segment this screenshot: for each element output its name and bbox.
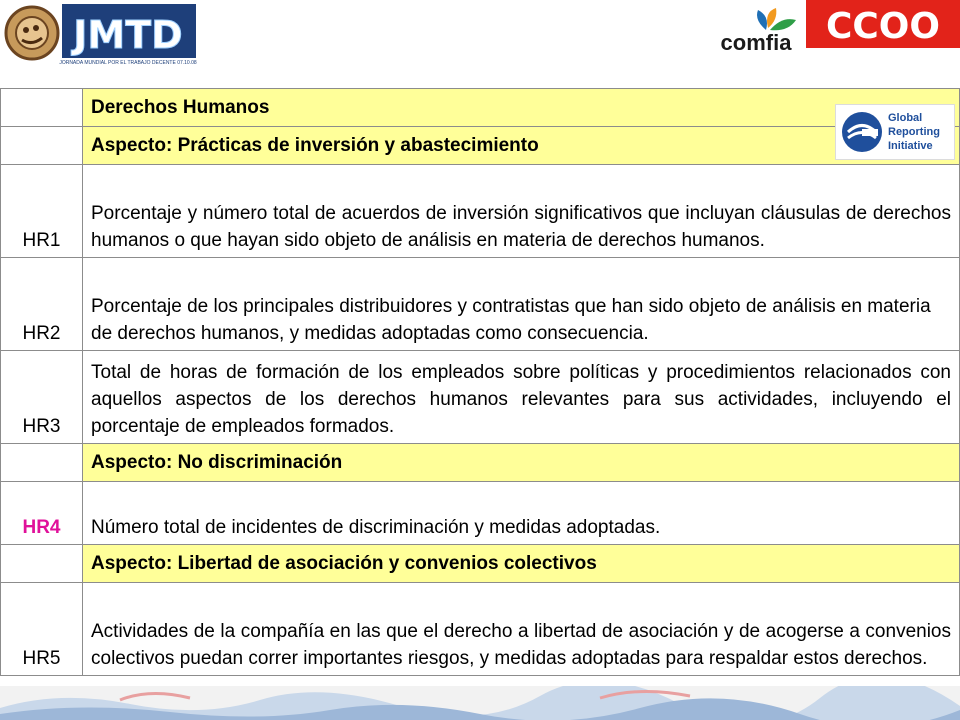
indicator-description: Total de horas de formación de los empleados sobre políticas y procedimientos relacionados con aquellos aspectos de los derechos humanos relevantes para sus actividades, incluyendo el porcentaje de empleados formados. xyxy=(83,351,960,444)
header xyxy=(0,0,960,88)
comfia-leaf-icon xyxy=(757,8,796,30)
table-title-row xyxy=(1,89,960,127)
jmtd-emblem-icon xyxy=(6,7,58,59)
gri-line-3: Initiative xyxy=(888,140,933,152)
indicator-code: HR1 xyxy=(1,165,83,258)
section-row xyxy=(1,545,960,583)
section-code-cell xyxy=(1,545,83,583)
indicator-description: Número total de incidentes de discriminación y medidas adoptadas. xyxy=(83,482,960,545)
jmtd-logo-subtitle: JORNADA MUNDIAL POR EL TRABAJO DECENTE 07.10.08 xyxy=(59,60,197,66)
table-row xyxy=(1,351,960,444)
gri-indicator-table xyxy=(0,88,960,676)
table-title: Derechos Humanos xyxy=(83,89,960,127)
gri-globe-icon xyxy=(842,112,882,152)
table-row xyxy=(1,482,960,545)
table-title-code-cell xyxy=(1,89,83,127)
indicator-description: Actividades de la compañía en las que el derecho a libertad de asociación y de acogerse a convenios colectivos puedan correr importantes riesgos, y medidas adoptadas para respaldar estos derechos. xyxy=(83,583,960,676)
ccoo-logo xyxy=(806,0,960,48)
decorative-footer-band xyxy=(0,686,960,720)
indicator-description: Porcentaje de los principales distribuidores y contratistas que han sido objeto de análisis en materia de derechos humanos, y medidas adoptadas como consecuencia. xyxy=(83,258,960,351)
section-title: Aspecto: Libertad de asociación y convenios colectivos xyxy=(83,545,960,583)
section-row xyxy=(1,444,960,482)
jmtd-logo-text: JMTD xyxy=(73,13,183,57)
section-title: Aspecto: Prácticas de inversión y abastecimiento xyxy=(83,127,960,165)
table-row xyxy=(1,258,960,351)
gri-logo xyxy=(835,104,955,160)
table-row xyxy=(1,165,960,258)
section-code-cell xyxy=(1,127,83,165)
section-row xyxy=(1,127,960,165)
gri-line-1: Global xyxy=(888,112,923,124)
comfia-logo-text: comfia xyxy=(720,30,792,55)
section-title: Aspecto: No discriminación xyxy=(83,444,960,482)
jmtd-logo xyxy=(0,0,200,68)
comfia-logo xyxy=(706,6,806,56)
indicator-code-highlighted: HR4 xyxy=(1,482,83,545)
ccoo-logo-text: CCOO xyxy=(825,6,941,47)
section-code-cell xyxy=(1,444,83,482)
indicator-code: HR3 xyxy=(1,351,83,444)
indicator-code: HR2 xyxy=(1,258,83,351)
table-row xyxy=(1,583,960,676)
gri-line-2: Reporting xyxy=(888,126,940,138)
indicator-code: HR5 xyxy=(1,583,83,676)
indicator-description: Porcentaje y número total de acuerdos de inversión significativos que incluyan cláusulas de derechos humanos o que hayan sido objeto de análisis en materia de derechos humanos. xyxy=(83,165,960,258)
